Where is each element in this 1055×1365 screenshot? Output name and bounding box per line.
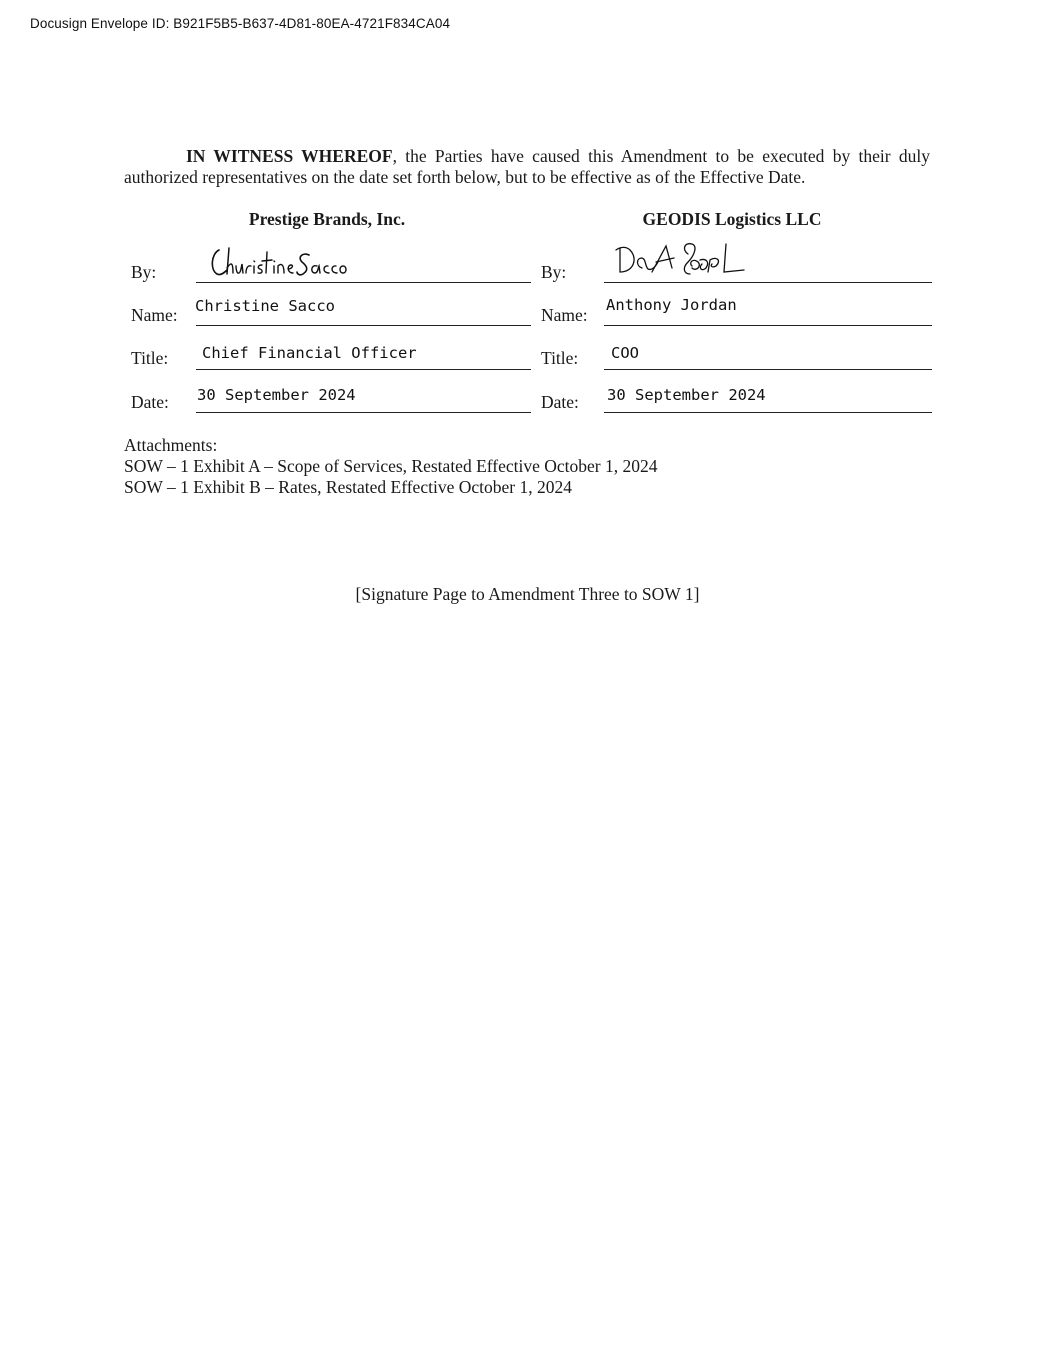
left-title-value: Chief Financial Officer bbox=[202, 344, 417, 362]
left-name-label: Name: bbox=[131, 305, 178, 325]
witness-lead: IN WITNESS WHEREOF bbox=[186, 146, 393, 166]
left-title-line bbox=[196, 369, 531, 370]
right-party-company: GEODIS Logistics LLC bbox=[642, 209, 822, 229]
right-signature bbox=[612, 238, 752, 280]
right-date-line bbox=[604, 412, 932, 413]
right-name-line bbox=[604, 325, 932, 326]
right-by-line bbox=[604, 282, 932, 283]
left-title-label: Title: bbox=[131, 348, 169, 368]
left-party-company: Prestige Brands, Inc. bbox=[248, 209, 406, 229]
right-by-label: By: bbox=[541, 262, 567, 282]
right-date-label: Date: bbox=[541, 392, 579, 412]
attachment-item: SOW – 1 Exhibit A – Scope of Services, Restated Effective October 1, 2024 bbox=[124, 456, 658, 476]
right-date-value: 30 September 2024 bbox=[607, 386, 766, 404]
left-name-value: Christine Sacco bbox=[195, 297, 335, 315]
envelope-id: Docusign Envelope ID: B921F5B5-B637-4D81-80EA-4721F834CA04 bbox=[30, 16, 451, 31]
left-by-label: By: bbox=[131, 262, 157, 282]
attachments bbox=[124, 435, 658, 498]
right-name-label: Name: bbox=[541, 305, 588, 325]
left-signature bbox=[205, 244, 355, 280]
attachments-heading: Attachments: bbox=[124, 435, 218, 455]
attachment-item: SOW – 1 Exhibit B – Rates, Restated Effective October 1, 2024 bbox=[124, 477, 572, 497]
left-date-label: Date: bbox=[131, 392, 169, 412]
left-name-line bbox=[196, 325, 531, 326]
right-title-label: Title: bbox=[541, 348, 579, 368]
witness-paragraph bbox=[124, 146, 930, 188]
left-by-line bbox=[196, 282, 531, 283]
signature-page-footer: [Signature Page to Amendment Three to SOW 1] bbox=[355, 584, 700, 604]
witness-text: , the Parties have caused this Amendment to be executed by their duly authorized representatives on the date set forth below, but to be effective as of the Effective Date. bbox=[124, 146, 930, 187]
right-title-value: COO bbox=[611, 344, 639, 362]
left-date-value: 30 September 2024 bbox=[197, 386, 356, 404]
right-name-value: Anthony Jordan bbox=[606, 296, 737, 314]
left-date-line bbox=[196, 412, 531, 413]
right-title-line bbox=[604, 369, 932, 370]
